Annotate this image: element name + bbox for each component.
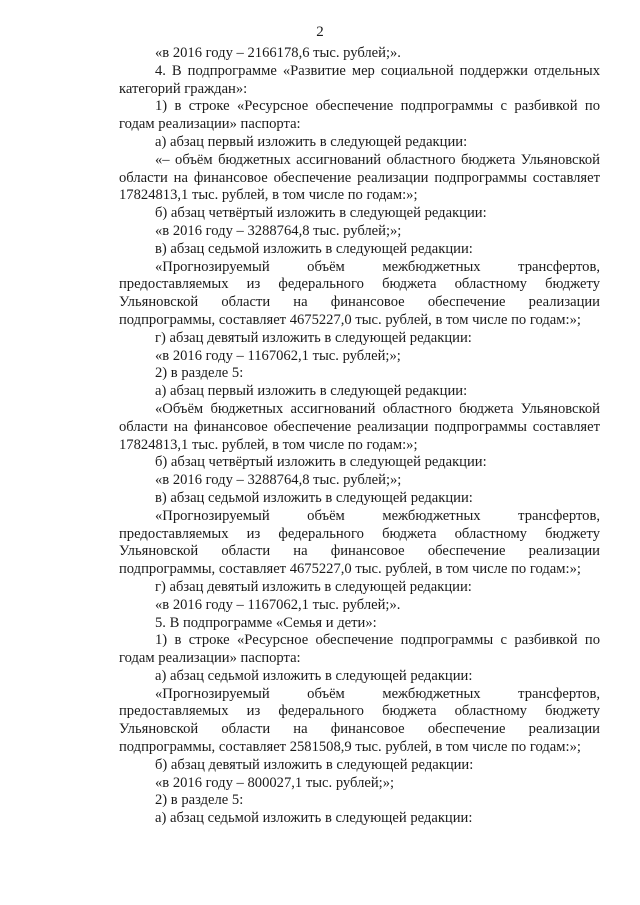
- paragraph: б) абзац четвёртый изложить в следующей редакции:: [155, 205, 487, 222]
- paragraph: а) абзац седьмой изложить в следующей редакции:: [155, 810, 473, 827]
- paragraph: 2) в разделе 5:: [155, 792, 244, 809]
- paragraph: «в 2016 году – 800027,1 тыс. рублей;»;: [155, 774, 395, 791]
- paragraph: б) абзац четвёртый изложить в следующей редакции:: [155, 454, 487, 471]
- paragraph: 1) в строке «Ресурсное обеспечение подпрограммы с разбивкой по годам реализации» паспорта:: [119, 98, 600, 133]
- paragraph: в) абзац седьмой изложить в следующей редакции:: [155, 240, 473, 257]
- paragraph: г) абзац девятый изложить в следующей редакции:: [155, 329, 472, 346]
- paragraph: а) абзац первый изложить в следующей редакции:: [155, 133, 468, 150]
- paragraph: 2) в разделе 5:: [155, 365, 244, 382]
- paragraph: «в 2016 году – 3288764,8 тыс. рублей;»;: [155, 472, 402, 489]
- paragraph: б) абзац девятый изложить в следующей редакции:: [155, 756, 474, 773]
- paragraph: «в 2016 году – 3288764,8 тыс. рублей;»;: [155, 222, 402, 239]
- paragraph: 1) в строке «Ресурсное обеспечение подпрограммы с разбивкой по годам реализации» паспорта:: [119, 632, 600, 667]
- page-number: 2: [316, 24, 324, 40]
- paragraph: «в 2016 году – 1167062,1 тыс. рублей;».: [155, 596, 401, 613]
- paragraph: «Прогнозируемый объём межбюджетных трансфертов, предоставляемых из федерального бюджета областному бюджету Ульяновской области на финансовое обеспечение реализации подпрограммы, составляет 4675227,0 тыс. рублей, в том числе по годам:»;: [119, 258, 600, 328]
- paragraph: «Прогнозируемый объём межбюджетных трансфертов, предоставляемых из федерального бюджета областному бюджету Ульяновской области на финансовое обеспечение реализации подпрограммы, составляет 4675227,0 тыс. рублей, в том числе по годам:»;: [119, 507, 600, 578]
- paragraph: а) абзац седьмой изложить в следующей редакции:: [155, 667, 473, 684]
- paragraph: «в 2016 году – 1167062,1 тыс. рублей;»;: [155, 347, 401, 364]
- paragraph: г) абзац девятый изложить в следующей редакции:: [155, 578, 472, 595]
- paragraph: «Прогнозируемый объём межбюджетных трансфертов, предоставляемых из федерального бюджета областному бюджету Ульяновской области на финансовое обеспечение реализации подпрограммы, составляет 2581508,9 тыс. рублей, в том числе по годам:»;: [119, 685, 600, 756]
- paragraph: а) абзац первый изложить в следующей редакции:: [155, 383, 468, 400]
- paragraph: «Объём бюджетных ассигнований областного бюджета Ульяновской области на финансовое обеспечение реализации подпрограммы составляет 17824813,1 тыс. рублей, в том числе по годам:»;: [119, 400, 600, 453]
- paragraph: в) абзац седьмой изложить в следующей редакции:: [155, 489, 473, 506]
- paragraph: 5. В подпрограмме «Семья и дети»:: [155, 614, 377, 631]
- paragraph: 4. В подпрограмме «Развитие мер социальной поддержки отдельных категорий граждан»:: [119, 62, 600, 97]
- document-body: [119, 45, 600, 828]
- paragraph: «– объём бюджетных ассигнований областного бюджета Ульяновской области на финансовое обеспечение реализации подпрограммы составляет 17824813,1 тыс. рублей, в том числе по годам:»;: [119, 151, 600, 204]
- paragraph: «в 2016 году – 2166178,6 тыс. рублей;».: [155, 45, 401, 61]
